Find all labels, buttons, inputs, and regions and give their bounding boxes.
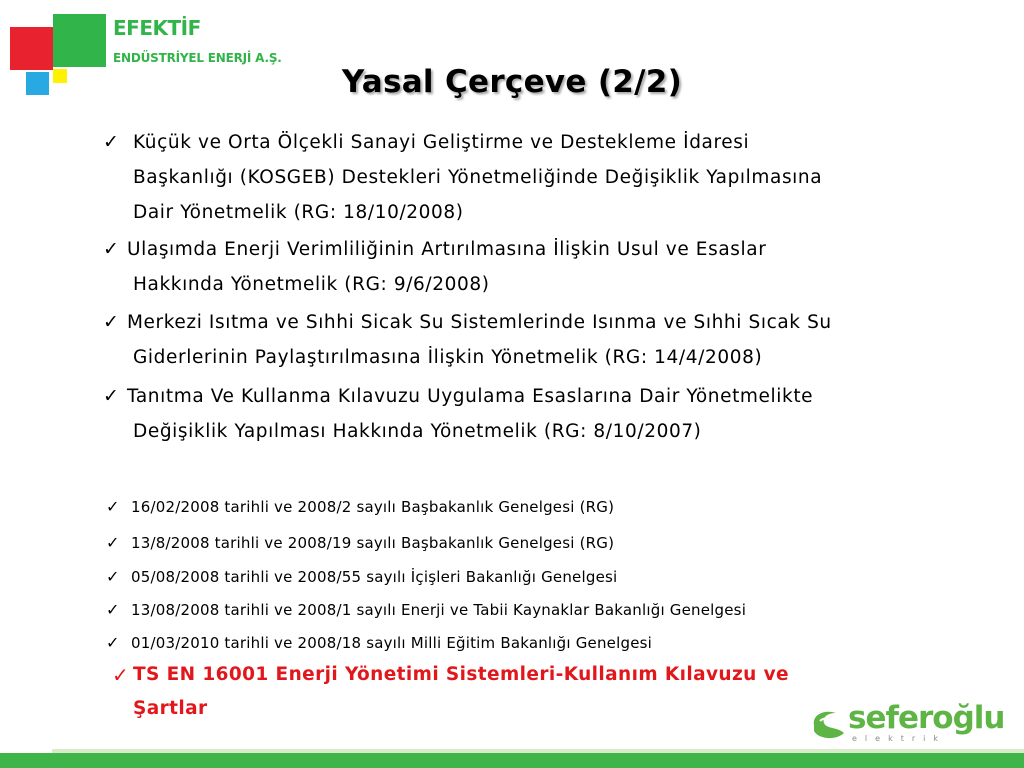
footer-brand-name: seferoğlu <box>848 700 1005 736</box>
check-icon: ✓ <box>106 567 120 586</box>
check-icon: ✓ <box>112 663 130 687</box>
footer-bar <box>0 753 1024 768</box>
list-item <box>103 232 766 302</box>
logo-green-square <box>53 14 106 67</box>
list-item <box>106 566 617 588</box>
list-item-text: Tanıtma Ve Kullanma Kılavuzu Uygulama Esaslarına Dair Yönetmelikte Değişiklik Yapılması Hakkında Yönetmelik (RG: 8/10/2007) <box>127 386 814 442</box>
check-icon: ✓ <box>106 633 120 652</box>
list-item <box>106 599 746 621</box>
page-title: Yasal Çerçeve (2/2) <box>341 64 683 100</box>
list-item-text: 01/03/2010 tarihli ve 2008/18 sayılı Milli Eğitim Bakanlığı Genelgesi <box>131 634 653 652</box>
check-icon: ✓ <box>103 311 120 333</box>
list-item-text: 13/8/2008 tarihli ve 2008/19 sayılı Başbakanlık Genelgesi (RG) <box>131 534 615 552</box>
company-subtitle: ENDÜSTRİYEL ENERJİ A.Ş. <box>113 51 282 65</box>
highlight-list-item <box>112 658 789 726</box>
list-item-text: 16/02/2008 tarihli ve 2008/2 sayılı Başbakanlık Genelgesi (RG) <box>131 498 615 516</box>
check-icon: ✓ <box>106 600 120 619</box>
footer-brand-subtitle: elektrik <box>852 734 946 743</box>
company-name: EFEKTİF <box>113 16 201 40</box>
list-item <box>103 305 832 375</box>
list-item-text: Küçük ve Orta Ölçekli Sanayi Geliştirme ve Destekleme İdaresi Başkanlığı (KOSGEB) Destekleri Yönetmeliğinde Değişiklik Yapılmasına Dair Yönetmelik (RG: 18/10/2008) <box>133 132 823 223</box>
check-icon: ✓ <box>106 497 120 516</box>
list-item <box>106 496 614 518</box>
list-item <box>103 379 813 449</box>
list-item-text: 05/08/2008 tarihli ve 2008/55 sayılı İçişleri Bakanlığı Genelgesi <box>131 568 618 586</box>
check-icon: ✓ <box>103 238 120 260</box>
list-item-text: 13/08/2008 tarihli ve 2008/1 sayılı Enerji ve Tabii Kaynaklar Bakanlığı Genelgesi <box>131 601 747 619</box>
list-item <box>106 532 614 554</box>
check-icon: ✓ <box>106 533 120 552</box>
highlight-item-text: TS EN 16001 Enerji Yönetimi Sistemleri-Kullanım Kılavuzu ve Şartlar <box>133 664 789 719</box>
list-item-text: Ulaşımda Enerji Verimliliğinin Artırılmasına İlişkin Usul ve Esaslar Hakkında Yönetmelik (RG: 9/6/2008) <box>127 239 767 295</box>
list-item-text: Merkezi Isıtma ve Sıhhi Sicak Su Sistemlerinde Isınma ve Sıhhi Sıcak Su Giderlerinin Paylaştırılmasına İlişkin Yönetmelik (RG: 14/4/2008) <box>127 312 832 368</box>
check-icon: ✓ <box>103 131 120 153</box>
list-item <box>103 125 822 230</box>
list-item <box>106 632 652 654</box>
check-icon: ✓ <box>103 385 120 407</box>
